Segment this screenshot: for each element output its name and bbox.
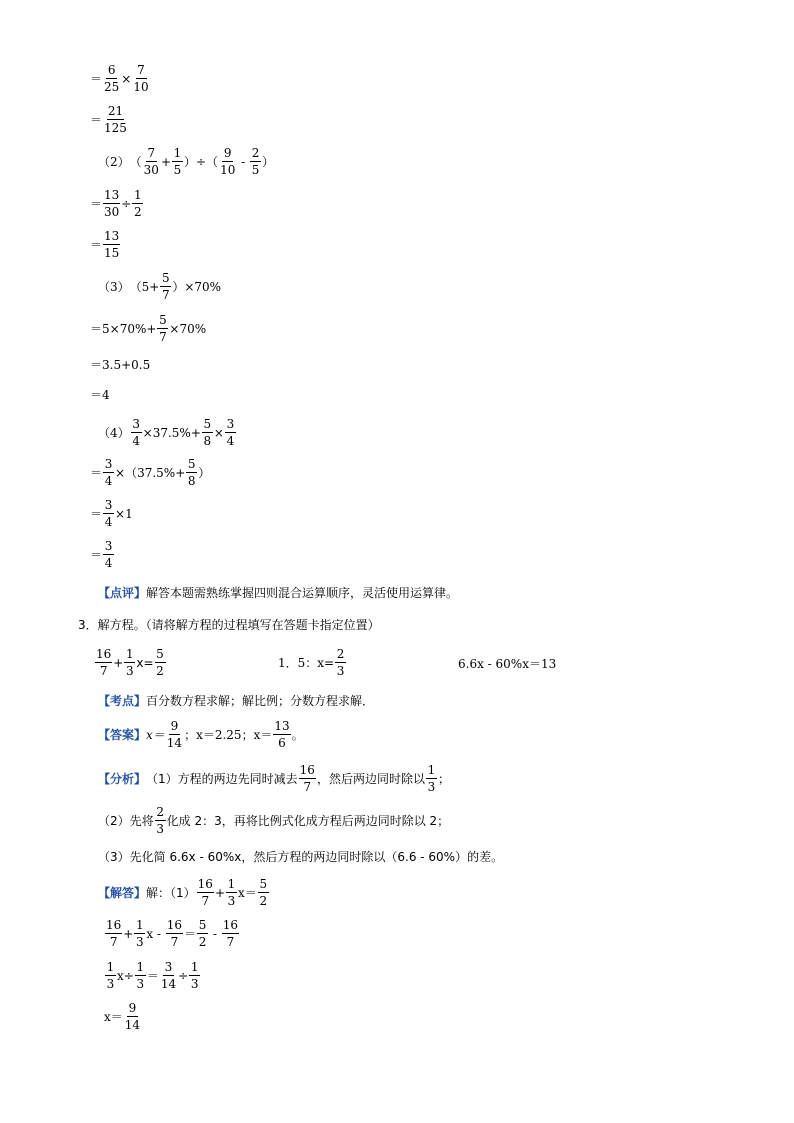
fraction: $\frac{5}{8}$ [187, 457, 196, 488]
fraction: $\frac{1}{3}$ [126, 647, 134, 678]
analysis-line-1 [98, 762, 450, 795]
equation-1 [94, 646, 167, 679]
operator: + [113, 655, 124, 670]
fraction: 1 3 [427, 763, 436, 794]
calc-line-2 [90, 103, 129, 136]
expression-text: 1．5：x= [278, 656, 335, 670]
expression-text: ×70% [169, 321, 207, 336]
expression-text: ×37.5%+ [142, 425, 201, 440]
fraction: $\frac{1}{5}$ [173, 146, 182, 177]
operator: ÷ [121, 196, 132, 211]
variable: x= [136, 655, 154, 670]
fraction: 7 30 [143, 146, 159, 177]
equals-sign: ＝ [90, 197, 103, 211]
expression-text: ＝4 [90, 388, 110, 402]
item-label: （2） [98, 155, 130, 169]
operator: ÷ [178, 968, 189, 983]
analysis-line-2 [98, 804, 449, 837]
equation-2 [278, 646, 347, 679]
analysis-line-3 [98, 848, 503, 865]
equals-sign: ＝ [90, 507, 103, 521]
fraction: $\frac{3}{4}$ [226, 417, 235, 448]
expression-text: ×1 [115, 506, 133, 521]
analysis-text: （3）先化简 6.6x - 60%x，然后方程的两边同时除以（6.6 - 60%）的差。 [98, 850, 504, 864]
expression-text: ；x＝2.25；x＝ [184, 728, 273, 742]
fraction: 2 5 [251, 146, 260, 177]
fraction: 3 4 [104, 539, 113, 570]
calc-line-11 [90, 456, 210, 489]
solution-line-2 [104, 917, 240, 950]
fraction: 5 2 [259, 877, 268, 908]
equals-sign: ＝ [90, 548, 103, 562]
solution-text: 解：（1） [146, 886, 196, 900]
calc-line-10 [98, 416, 237, 449]
analysis-text: （1）方程的两边先同时减去 [146, 772, 298, 786]
answer-line [98, 718, 304, 751]
fraction: 16 7 [197, 877, 213, 908]
operator: ）÷（ [184, 155, 219, 169]
review-note [98, 584, 458, 601]
calc-line-1 [90, 62, 151, 95]
calc-line-4 [90, 187, 144, 220]
fraction: $\frac{3}{14}$ [160, 960, 177, 991]
calc-line-9 [90, 386, 110, 403]
fraction: $\frac{5}{7}$ [162, 271, 170, 302]
equation-3 [458, 650, 556, 676]
fraction: $\frac{1}{3}$ [136, 918, 144, 949]
solution-tag: 【解答】 [98, 886, 147, 900]
calc-line-3 [98, 145, 274, 178]
fraction: 13 6 [274, 719, 290, 750]
fraction: $\frac{5}{7}$ [159, 313, 167, 344]
question-text: 3．解方程。（请将解方程的过程填写在答题卡指定位置） [78, 618, 380, 632]
kaodian-text: 百分数方程求解；解比例；分数方程求解． [146, 694, 375, 708]
calc-line-7 [90, 312, 206, 345]
item-label: （4） [98, 426, 130, 440]
fraction: $\frac{1}{2}$ [134, 188, 142, 219]
question-3-title [78, 616, 380, 633]
expression-text: ×（37.5%+ [115, 466, 186, 480]
fraction: $\frac{3}{4}$ [104, 498, 113, 529]
operator: - [209, 926, 221, 941]
calc-line-12 [90, 497, 133, 530]
equals-sign: ＝ [90, 238, 103, 252]
fraction: 16 7 [106, 918, 122, 949]
solution-line-1 [98, 876, 270, 909]
fraction: $\frac{5}{2}$ [156, 647, 164, 678]
fraction: 21 125 [104, 104, 127, 135]
kaodian-note [98, 692, 374, 709]
fraction: 13 15 [104, 229, 120, 260]
expression-text: x＝ [146, 728, 165, 742]
equals-sign: ＝ [184, 927, 197, 941]
fraction: $\frac{1}{3}$ [190, 960, 199, 991]
calc-line-8 [90, 356, 150, 373]
item-label: （3） [98, 280, 130, 294]
operator: + [160, 154, 171, 169]
kaodian-tag: 【考点】 [98, 694, 147, 708]
paren: ） [198, 466, 211, 480]
expression-text: 6.6x - 60%x＝13 [458, 656, 557, 671]
operator: × [121, 71, 132, 86]
equals-sign: ＝ [90, 72, 103, 86]
fraction: $\frac{2}{3}$ [336, 647, 345, 678]
solution-line-3 [104, 959, 201, 992]
fraction: 5 2 [198, 918, 207, 949]
review-text: 解答本题需熟练掌握四则混合运算顺序，灵活使用运算律。 [146, 586, 459, 600]
operator: + [123, 926, 134, 941]
fraction: 9 14 [166, 719, 183, 750]
fraction: 16 7 [222, 918, 239, 949]
paren: （ [129, 155, 142, 169]
expression-text: x＝ [104, 1010, 123, 1024]
equals-sign: ＝ [90, 466, 103, 480]
expression-text: 。 [291, 728, 304, 742]
fraction: $\frac{1}{3}$ [227, 877, 236, 908]
fraction: $\frac{3}{4}$ [132, 417, 140, 448]
expression-text: x＝ [238, 886, 257, 900]
fraction: $\frac{6}{25}$ [104, 63, 120, 94]
fraction: $\frac{3}{4}$ [104, 457, 113, 488]
operator: + [214, 885, 225, 900]
expression-text: x÷ [117, 968, 134, 983]
review-tag: 【点评】 [98, 586, 147, 600]
fraction: $\frac{7}{10}$ [133, 63, 149, 94]
fraction: $\frac{13}{30}$ [104, 188, 120, 219]
analysis-text: （2）先将 [98, 814, 154, 828]
fraction: 2 3 [156, 805, 164, 836]
analysis-text: 化成 2：3，再将比例式化成方程后两边同时除以 2； [166, 814, 450, 828]
expression-text: x - [146, 926, 165, 941]
expression-text: ）×70% [172, 280, 222, 294]
fraction: 9 14 [124, 1001, 141, 1032]
fraction: $\frac{1}{3}$ [136, 960, 145, 991]
fraction: 9 10 [220, 146, 236, 177]
solution-line-4 [104, 1000, 142, 1033]
analysis-text: ，然后两边同时除以 [316, 772, 425, 786]
equals-sign: ＝ [90, 113, 103, 127]
analysis-text: ； [437, 772, 450, 786]
calc-line-13 [90, 538, 115, 571]
operator: - [237, 154, 250, 169]
fraction: $\frac{5}{8}$ [203, 417, 212, 448]
expression-text: ＝3.5+0.5 [90, 358, 151, 372]
expression-text: （5+ [129, 280, 160, 294]
paren: ） [262, 155, 275, 169]
equals-sign: ＝ [146, 969, 159, 983]
fraction: 16 7 [96, 647, 112, 678]
analysis-tag: 【分析】 [98, 772, 147, 786]
calc-line-5 [90, 228, 121, 261]
calc-line-6 [98, 270, 221, 303]
answer-tag: 【答案】 [98, 728, 147, 742]
fraction: 16 7 [299, 763, 315, 794]
fraction: 16 7 [166, 918, 183, 949]
expression-text: ＝5×70%+ [90, 322, 157, 336]
fraction: 1 3 [106, 960, 115, 991]
operator: × [213, 425, 224, 440]
